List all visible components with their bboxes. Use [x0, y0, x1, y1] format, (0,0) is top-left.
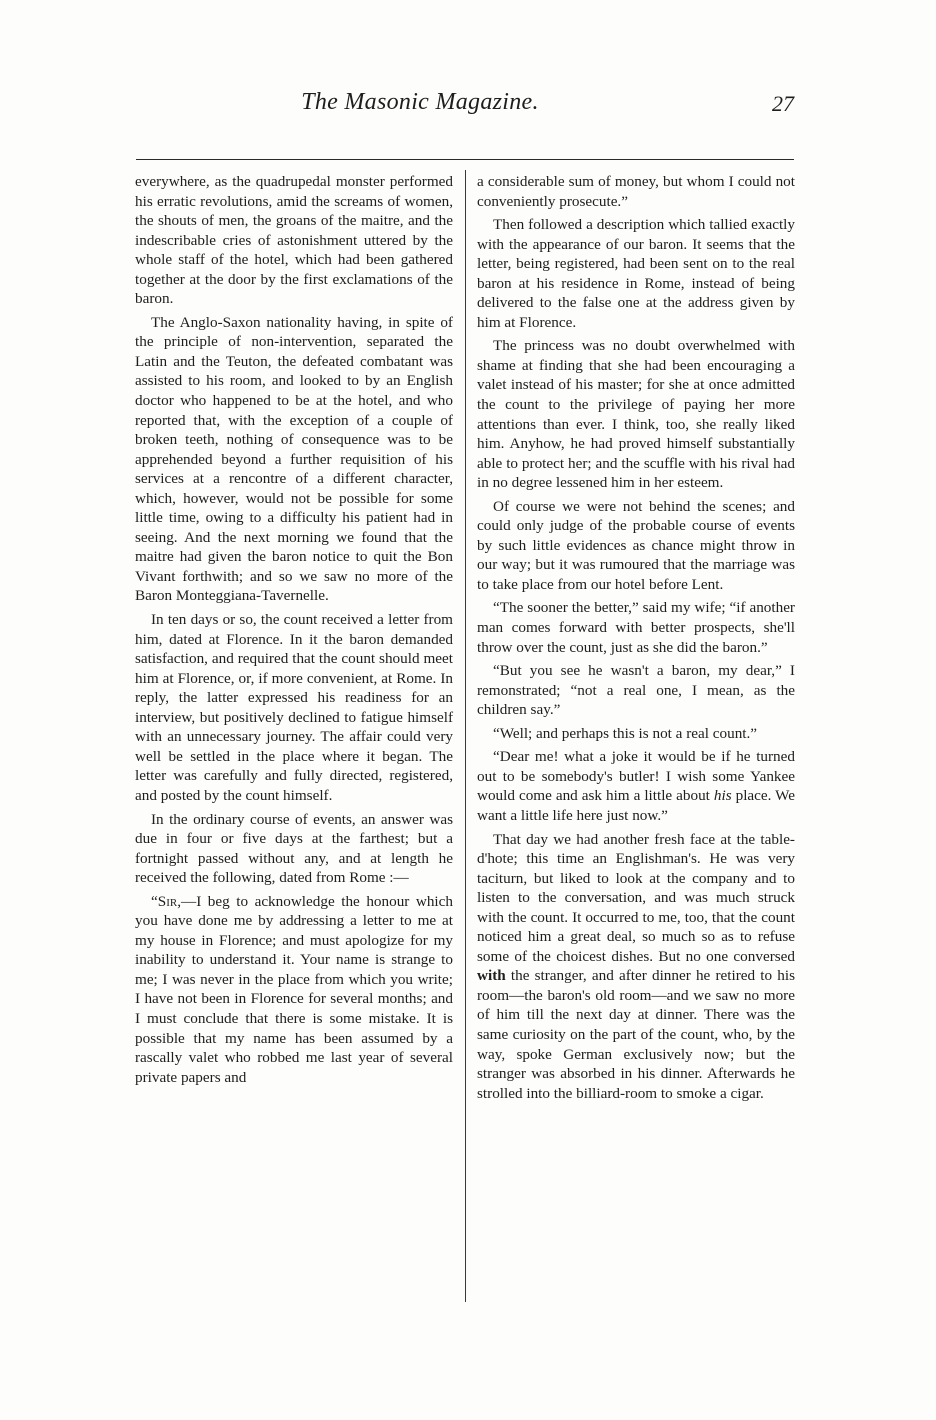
left-column	[135, 172, 453, 1087]
text-run: the stranger, and after dinner he retired to his room—the baron's old room—and we saw no more of him till the next day at dinner. There was the same curiosity on the part of the count, who, by the way, spoke German exclusively now; but the stranger was absorbed in his dinner. Afterwards he strolled into the billiard-room to smoke a cigar.	[477, 967, 795, 1102]
running-title: The Masonic Magazine.	[301, 89, 539, 115]
page-number: 27	[772, 91, 794, 116]
paragraph: In the ordinary course of events, an answer was due in four or five days at the farthest; but a fortnight passed without any, and at length he received the following, dated from Rome :—	[135, 810, 453, 887]
paragraph: a considerable sum of money, but whom I could not conveniently prosecute.”	[477, 173, 795, 210]
paragraph: Of course we were not behind the scenes; and could only judge of the probable course of events by such little evidences as chance might throw in our way; but it was rumoured that the marriage was to take place from our hotel before Lent.	[477, 497, 795, 593]
open-quote: “	[151, 892, 158, 910]
text-run: place. We want a little life here just now.”	[477, 787, 795, 824]
text-run: “Dear me! what a joke it would be if he turned out to be somebody's butler! I wish some Yankee would come and ask him a little about	[477, 748, 795, 805]
paragraph	[477, 747, 795, 825]
right-column	[477, 172, 795, 1103]
emphasis: his	[713, 787, 732, 805]
paragraph: “But you see he wasn't a baron, my dear,” I remonstrated; “not a real one, I mean, as the children say.”	[477, 662, 795, 719]
letter-text: ,—I beg to acknowledge the honour which you have done me by addressing a letter to me at my house in Florence; and must apologize for my inability to understand it. Your name is strange to me; I was never in the place from which you write; I have not been in Florence for several months; and I must conclude that there is some mistake. It is possible that my name has been assumed by a rascally valet who robbed me last year of several private papers and	[135, 892, 453, 1086]
letter-paragraph	[135, 892, 453, 1087]
header-rule	[136, 159, 794, 160]
salutation: Sir	[157, 892, 178, 910]
paragraph: everywhere, as the quadrupedal monster performed his erratic revolutions, amid the screams of women, the shouts of men, the groans of the maitre, and the indescribable cries of astonishment uttered by the whole staff of the hotel, which had been gathered together at the door by the first exclamations of the baron.	[135, 173, 453, 308]
bold-word: with	[477, 967, 506, 985]
paragraph	[477, 830, 795, 1104]
paragraph: Then followed a description which tallied exactly with the appearance of our baron. It seems that the letter, being registered, had been sent on to the real baron at his residence in Rome, instead of being delivered to the false one at the address given by him at Florence.	[477, 216, 795, 331]
paragraph: The princess was no doubt overwhelmed with shame at finding that she had been encouraging a valet instead of his master; for she at once admitted the count to the privilege of paying her more attentions than ever. I think, too, she really liked him. Anyhow, he had proved himself substantially able to protect her; and the scuffle with his rival had in no degree lessened him in her esteem.	[477, 337, 795, 492]
text-run: That day we had another fresh face at the table-d'hote; this time an Englishman's. He was very taciturn, but liked to look at the company and to listen to the conversation, and was much struck with the count. It occurred to me, too, that the count noticed him a great deal, so much so as to refuse some of the choicest dishes. But no one conversed	[477, 830, 795, 965]
paragraph: The Anglo-Saxon nationality having, in spite of the principle of non-intervention, separated the Latin and the Teuton, the defeated combatant was assisted to his room, and looked to by an English doctor who happened to be at the hotel, and who reported that, with the exception of a couple of broken teeth, nothing of consequence was to be apprehended beyond a further requisition of his services at a rencontre of a different character, which, however, would not be possible for some little time, owing to a difficulty his patient had in seeing. And the next morning we found that the maitre had given the baron notice to quit the Bon Vivant forthwith; and so we saw no more of the Baron Monteggiana-Tavernelle.	[135, 313, 453, 605]
column-divider	[465, 170, 466, 1302]
paragraph: “Well; and perhaps this is not a real count.”	[493, 724, 758, 742]
paragraph: In ten days or so, the count received a letter from him, dated at Florence. In it the baron demanded satisfaction, and required that the count should meet him at Florence, or, if more convenient, at Rome. In reply, the latter expressed his readiness for an interview, but positively declined to fatigue himself with an unnecessary journey. The affair could very well be settled in the place where it began. The letter was carefully and fully directed, registered, and posted by the count himself.	[135, 611, 453, 804]
paragraph: “The sooner the better,” said my wife; “if another man comes forward with better prospects, she'll throw over the count, just as she did the baron.”	[477, 599, 795, 656]
page-header	[0, 87, 936, 127]
